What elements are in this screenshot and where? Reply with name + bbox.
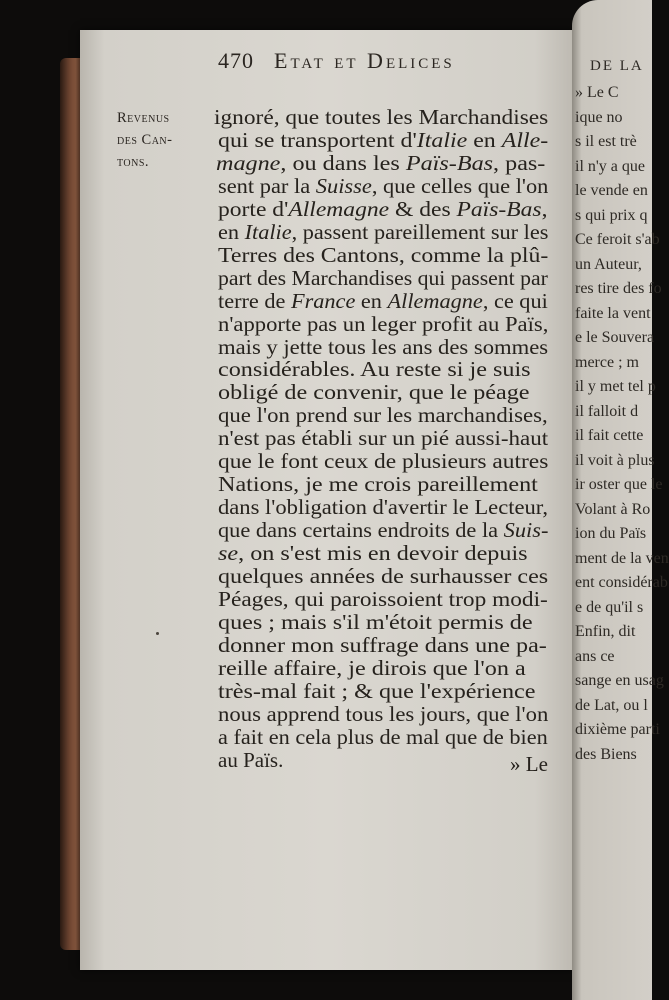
italic-text-run: France xyxy=(290,288,356,313)
facing-page-line: Volant à Ro xyxy=(575,500,651,518)
italic-text-run: Païs-Bas xyxy=(456,196,542,221)
text-run: , passent pareillement sur les xyxy=(291,219,549,244)
catchword: » Le xyxy=(510,752,548,776)
facing-page-line: Enfin, dit xyxy=(575,623,636,640)
facing-page-line: s qui prix q xyxy=(575,206,648,224)
text-run: que le font ceux de plusieurs autres xyxy=(218,449,549,474)
text-run: ignoré, que toutes les Marchandises xyxy=(214,105,549,129)
italic-text-run: Italie xyxy=(416,127,468,152)
text-run: en xyxy=(355,288,388,313)
text-run: en xyxy=(467,127,502,152)
facing-page-line: des Biens xyxy=(575,745,637,763)
text-run: , que celles que l'on xyxy=(371,173,549,198)
text-run: qui se transportent d' xyxy=(218,127,417,152)
facing-page-line: s il est trè xyxy=(575,133,637,150)
text-run: terre de xyxy=(218,288,291,313)
text-run: n'est pas établi sur un pié aussi-haut xyxy=(218,426,549,451)
facing-page-line: ique no xyxy=(575,108,623,126)
text-run: nous apprend tous les jours, que l'on xyxy=(218,701,549,726)
text-run: Nations, je me crois pareillement xyxy=(218,472,538,497)
text-run: mais y jette tous les ans des sommes xyxy=(218,334,549,359)
facing-page-line: merce ; m xyxy=(575,353,639,371)
text-run: , on s'est mis en devoir depuis xyxy=(238,541,528,566)
facing-page-line: un Auteur, xyxy=(575,255,642,273)
facing-page-line: il y met tel p xyxy=(575,378,656,395)
facing-page-line: ment de la ven xyxy=(575,549,669,567)
italic-text-run: Païs-Bas xyxy=(405,150,494,175)
text-run: , ou dans les xyxy=(280,150,406,175)
running-title: Etat et Delices xyxy=(274,48,455,73)
facing-page-line: Ce feroit s'ab xyxy=(575,231,660,248)
facing-page-line: il fait cette xyxy=(575,427,644,444)
text-run: quelques années de surhausser ces xyxy=(218,564,549,588)
italic-text-run: Suis- xyxy=(503,518,549,543)
marginal-note-line: Revenus xyxy=(117,110,170,126)
ink-speck xyxy=(156,632,159,635)
text-run: que dans certains endroits de la xyxy=(218,518,504,543)
facing-page-line: ans ce xyxy=(575,647,615,665)
italic-text-run: Allemagne xyxy=(288,196,390,221)
facing-page-header: DE LA xyxy=(590,58,644,74)
facing-page-line: faite la vent xyxy=(575,304,651,322)
text-run: très-mal fait ; & que l'expérience xyxy=(218,678,536,703)
text-run: en xyxy=(218,219,245,244)
italic-text-run: Suisse xyxy=(315,173,372,198)
text-run: reille affaire, je dirois que l'on a xyxy=(218,655,526,680)
facing-page-line: e de qu'il s xyxy=(575,598,644,616)
text-run: n'apporte pas un leger profit au Païs, xyxy=(218,311,549,336)
marginal-note-line: des Can- xyxy=(117,132,173,148)
marginal-note-line: tons. xyxy=(117,154,150,170)
text-run: donner mon suffrage dans une pa- xyxy=(218,632,547,657)
text-run: , ce qui xyxy=(482,288,548,313)
facing-page-line: il falloit d xyxy=(575,402,639,420)
text-run: , xyxy=(541,196,548,221)
text-run: considérables. Au reste si je suis xyxy=(218,357,531,382)
facing-page-line: ir oster que le xyxy=(575,476,663,493)
facing-page-line: » Le C xyxy=(575,84,619,101)
facing-page-line: sange en usag xyxy=(575,672,664,689)
facing-page-line: il voit à plus xyxy=(575,451,655,469)
text-run: ques ; mais s'il m'étoit permis de xyxy=(218,609,533,634)
italic-text-run: magne xyxy=(216,150,281,175)
text-run: porte d' xyxy=(218,196,289,221)
text-run: dans l'obligation d'avertir le Lecteur, xyxy=(218,495,549,520)
facing-page-line: le vende en xyxy=(575,182,648,199)
facing-page-line: ent considérab xyxy=(575,574,668,591)
page-number: 470 xyxy=(218,48,254,73)
text-run: que l'on prend sur les marchandises, xyxy=(218,403,548,428)
facing-page-line: de Lat, ou l xyxy=(575,696,648,714)
text-run: obligé de convenir, que le péage xyxy=(218,380,530,405)
text-run: sent par la xyxy=(218,173,316,198)
text-run: a fait en cela plus de mal que de bien xyxy=(218,724,548,749)
italic-text-run: se xyxy=(218,541,239,566)
text-run: & des xyxy=(389,196,457,221)
facing-page-line: il n'y a que xyxy=(575,157,645,175)
italic-text-run: Italie xyxy=(244,219,292,244)
facing-page-line: dixième parti xyxy=(575,721,660,738)
text-run: au Païs. xyxy=(218,747,284,772)
text-run: Terres des Cantons, comme la plû- xyxy=(218,242,549,267)
italic-text-run: Allemagne xyxy=(387,288,483,313)
facing-page-line: ion du Païs xyxy=(575,525,647,542)
text-run: Péages, qui paroissoient trop modi- xyxy=(218,586,548,611)
facing-page-line: e le Souvera xyxy=(575,329,655,346)
text-run: part des Marchandises qui passent par xyxy=(218,265,548,290)
text-line xyxy=(218,747,283,774)
facing-page-line: res tire des fo xyxy=(575,280,662,297)
text-run: , pas- xyxy=(493,150,546,175)
italic-text-run: Alle- xyxy=(501,127,549,152)
